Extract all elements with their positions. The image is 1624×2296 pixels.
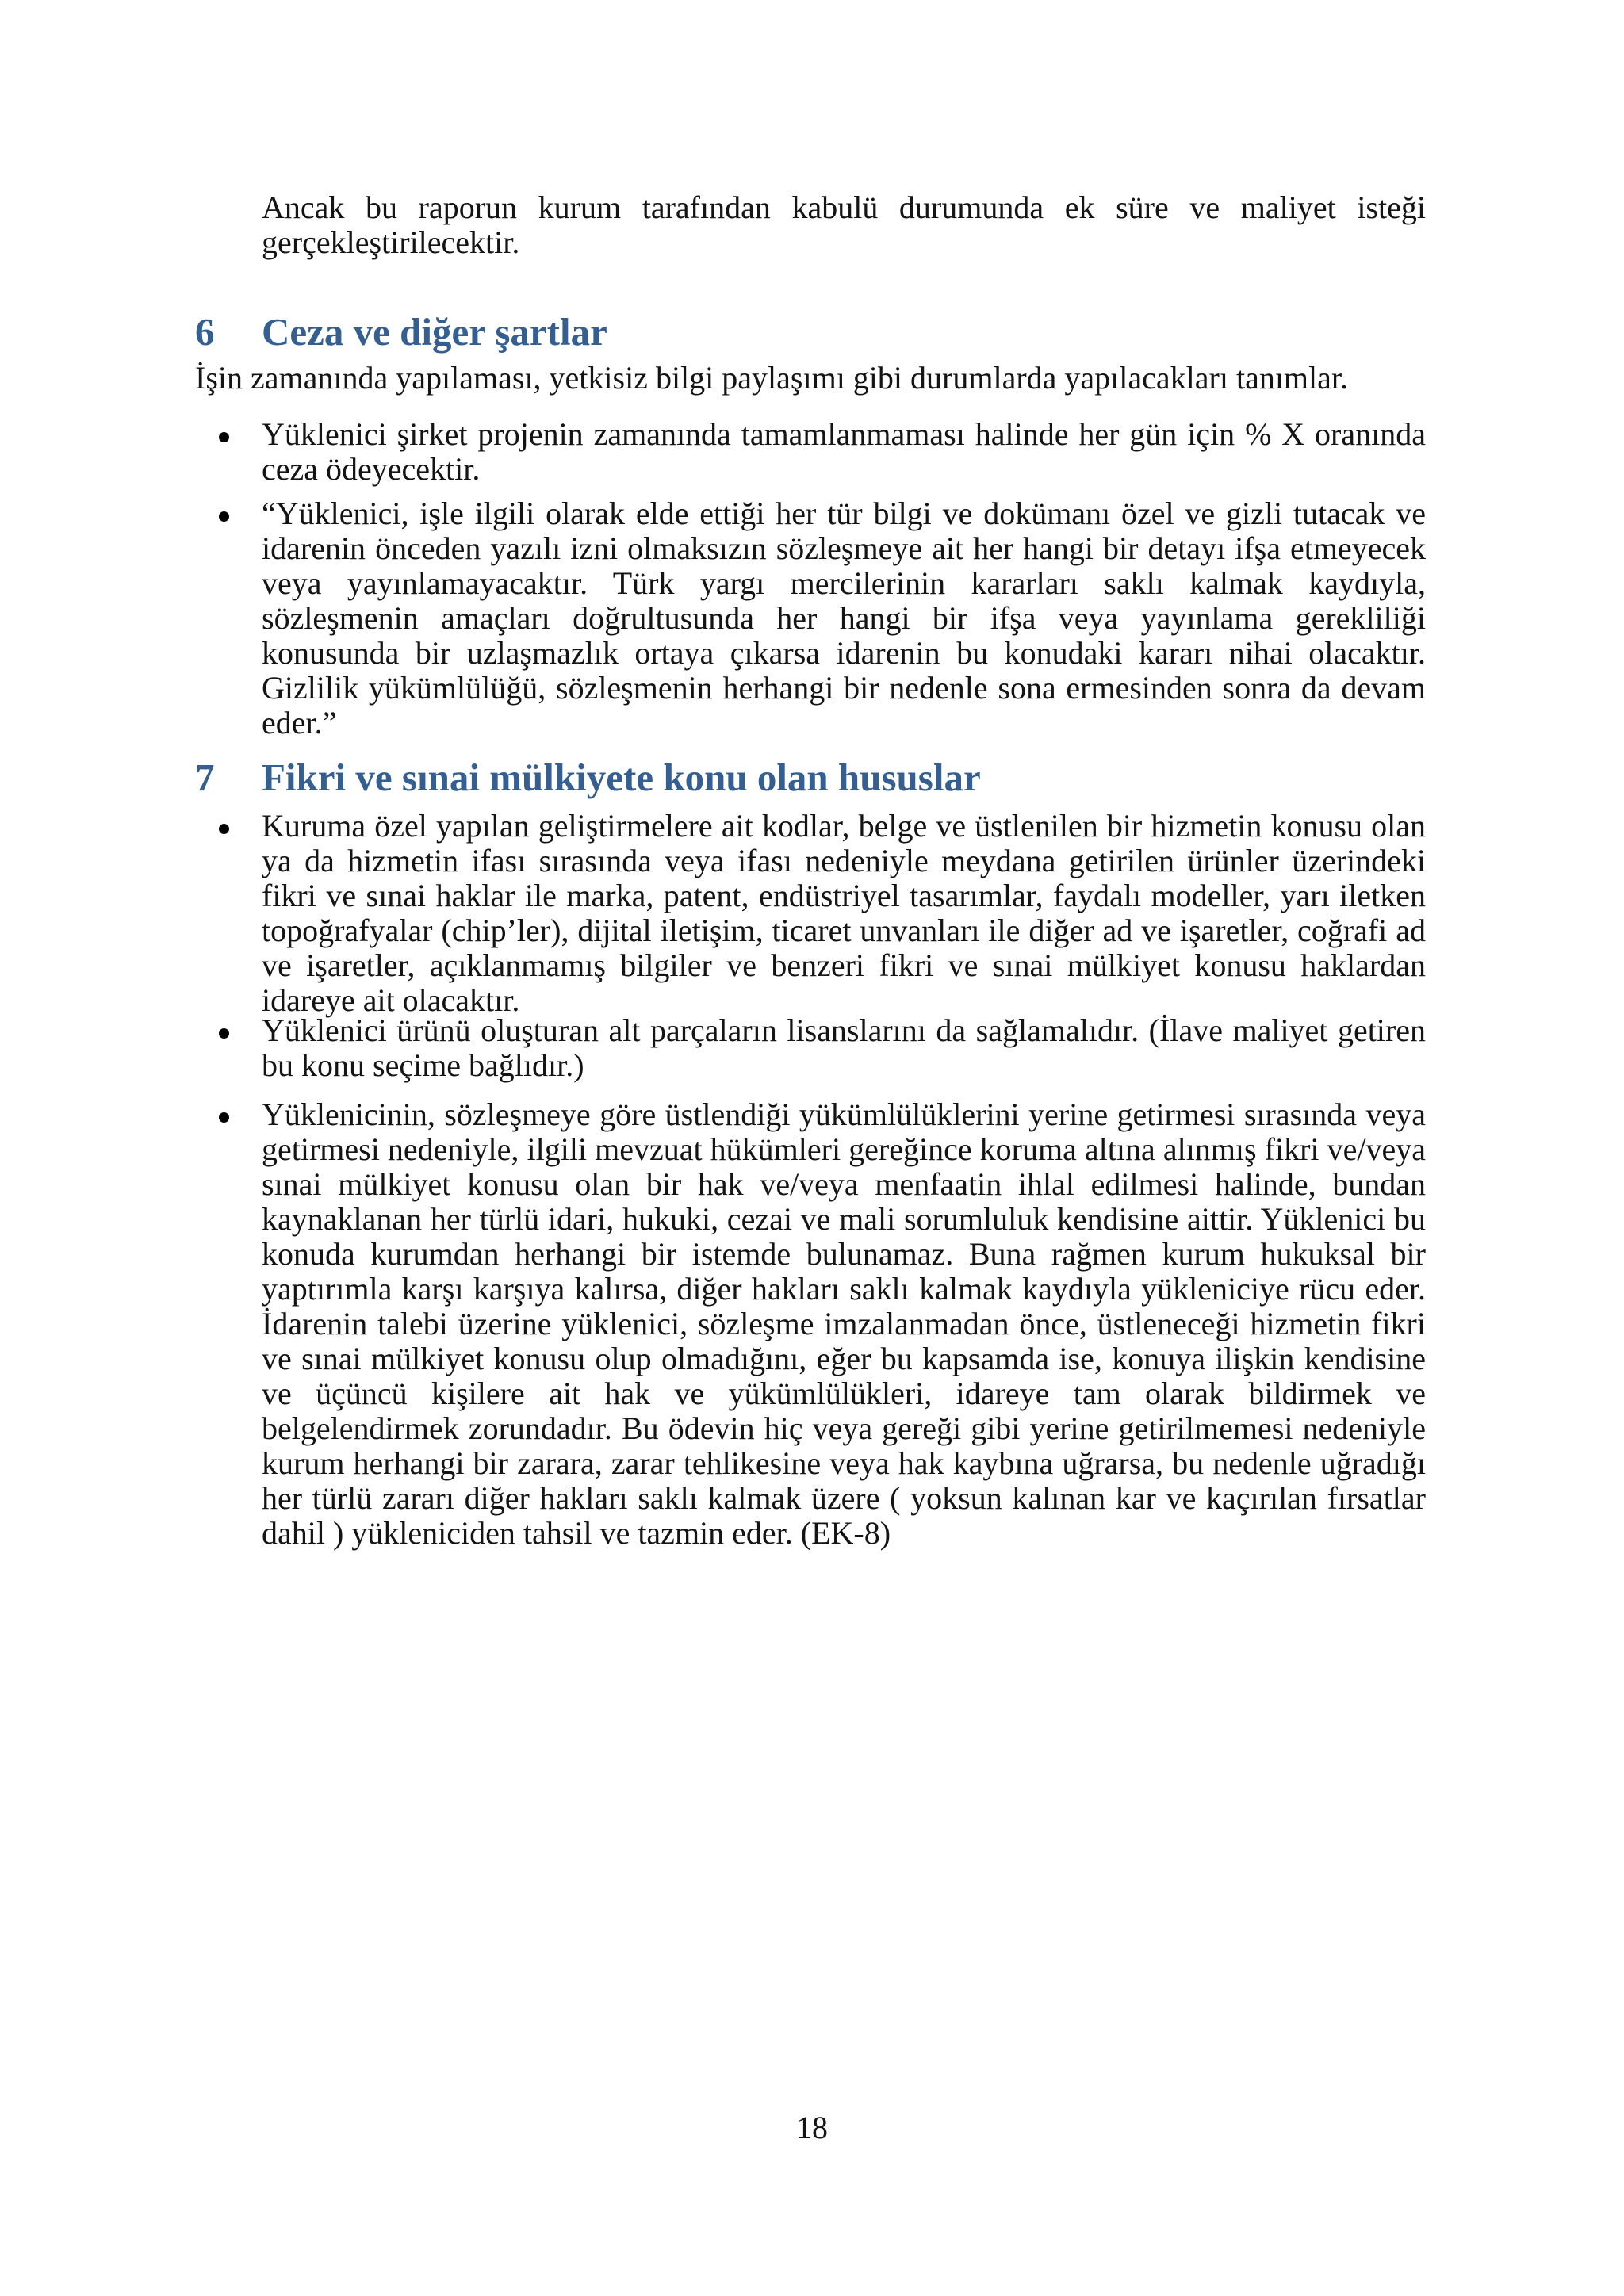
bullet-text: Yüklenici ürünü oluşturan alt parçaların lisanslarını da sağlamalıdır. (İlave maliyet getiren bu konu seçime bağlıdır.)	[262, 1012, 1426, 1083]
bullet-icon	[219, 432, 229, 442]
section-6-lead: İşin zamanında yapılaması, yetkisiz bilgi paylaşımı gibi durumlarda yapılacakları tanımlar.	[195, 360, 1349, 396]
list-item	[195, 496, 1426, 740]
section-7-title: Fikri ve sınai mülkiyete konu olan hususlar	[262, 756, 981, 799]
list-item	[195, 1097, 1426, 1551]
bullet-text: Kuruma özel yapılan geliştirmelere ait kodlar, belge ve üstlenilen bir hizmetin konusu olan ya da hizmetin ifası sırasında veya ifası nedeniyle meydana getirilen ürünler üzerindeki fikri ve sınai haklar ile marka, patent, endüstriyel tasarımlar, faydalı modeller, yarı iletken topoğrafyalar (chip’ler), dijital iletişim, ticaret unvanları ile diğer ad ve işaretler, coğrafi ad ve işaretler, açıklanmamış bilgiler ve benzeri fikri ve sınai mülkiyet konusu haklardan idareye ait olacaktır.	[262, 808, 1426, 1018]
bullet-icon	[219, 511, 229, 522]
bullet-text: Yüklenici şirket projenin zamanında tamamlanmaması halinde her gün için % X oranında ceza ödeyecektir.	[262, 416, 1426, 487]
section-7-heading	[195, 755, 1426, 801]
page-number: 18	[796, 2110, 828, 2145]
section-6-heading	[195, 309, 1426, 355]
section-6-title: Ceza ve diğer şartlar	[262, 310, 607, 354]
list-item	[195, 809, 1426, 1018]
section-7-number: 7	[195, 756, 215, 799]
continuation-paragraph: Ancak bu raporun kurum tarafından kabulü durumunda ek süre ve maliyet isteği gerçekleştirilecektir.	[262, 189, 1426, 260]
bullet-text: “Yüklenici, işle ilgili olarak elde ettiği her tür bilgi ve dokümanı özel ve gizli tutacak ve idarenin önceden yazılı izni olmaksızın sözleşmeye ait her hangi bir detayı ifşa etmeyecek veya yayınlamayacaktır. Türk yargı mercilerinin kararları saklı kalmak kaydıyla, sözleşmenin amaçları doğrultusunda her hangi bir ifşa veya yayınlama gerekliliği konusunda bir uzlaşmazlık ortaya çıkarsa idarenin bu konudaki kararı nihai olacaktır. Gizlilik yükümlülüğü, sözleşmenin herhangi bir nedenle sona ermesinden sonra da devam eder.”	[262, 496, 1426, 740]
list-item	[195, 1013, 1426, 1083]
bullet-icon	[219, 824, 229, 834]
bullet-icon	[219, 1112, 229, 1123]
list-item	[195, 417, 1426, 487]
bullet-icon	[219, 1028, 229, 1039]
section-6-number: 6	[195, 310, 215, 354]
bullet-text: Yüklenicinin, sözleşmeye göre üstlendiği yükümlülüklerini yerine getirmesi sırasında veya getirmesi nedeniyle, ilgili mevzuat hükümleri gereğince koruma altına alınmış fikri ve/veya sınai mülkiyet konusu olan bir hak ve/veya menfaatin ihlal edilmesi halinde, bundan kaynaklanan her türlü idari, hukuki, cezai ve mali sorumluluk kendisine aittir. Yüklenici bu konuda kurumdan herhangi bir istemde bulunamaz. Buna rağmen kurum hukuksal bir yaptırımla karşı karşıya kalırsa, diğer hakları saklı kalmak kaydıyla yükleniciye rücu eder. İdarenin talebi üzerine yüklenici, sözleşme imzalanmadan önce, üstleneceği hizmetin fikri ve sınai mülkiyet konusu olup olmadığını, eğer bu kapsamda ise, konuya ilişkin kendisine ve üçüncü kişilere ait hak ve yükümlülükleri, idareye tam olarak bildirmek ve belgelendirmek zorundadır. Bu ödevin hiç veya gereği gibi yerine getirilmemesi nedeniyle kurum herhangi bir zarara, zarar tehlikesine veya hak kaybına uğrarsa, bu nedenle uğradığı her türlü zararı diğer hakları saklı kalmak üzere ( yoksun kalınan kar ve kaçırılan fırsatlar dahil ) yükleniciden tahsil ve tazmin eder. (EK-8)	[262, 1096, 1426, 1551]
